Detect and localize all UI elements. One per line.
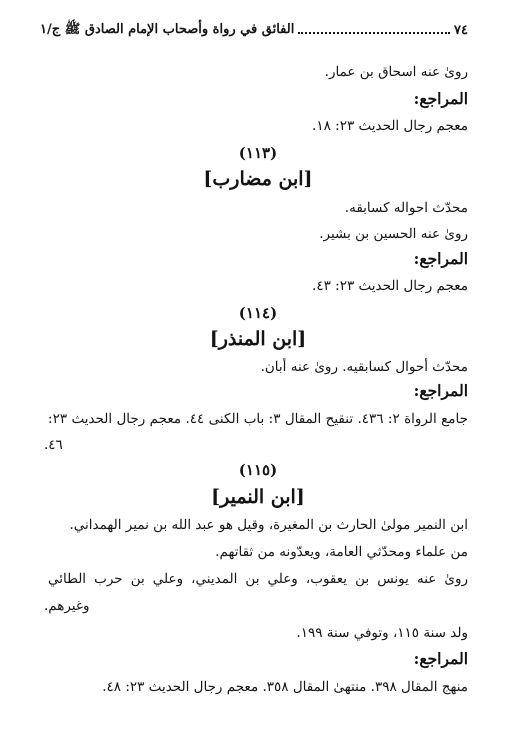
body-line: وغيرهم. xyxy=(44,598,90,614)
references-heading: المراجع: xyxy=(413,89,468,108)
references-heading: المراجع: xyxy=(413,381,468,400)
body-line: من علماء ومحدّثي العامة، ويعدّونه من ثقاتهم. xyxy=(215,544,468,560)
body-line: محدّث أحوال كسابقيه. رویٰ عنه أبان. xyxy=(260,359,468,375)
body-line: محدّث احواله كسابقه. xyxy=(344,200,468,216)
entry-title: [ابن مضارب] xyxy=(203,168,313,190)
leader-dots xyxy=(298,32,450,34)
running-header xyxy=(40,20,468,40)
reference-line: معجم رجال الحديث ٢٣: ٤٣. xyxy=(312,278,468,294)
entry-number: (١١٥) xyxy=(238,461,278,479)
page-number: ٧٤ xyxy=(454,22,468,38)
entry-number: (١١٤) xyxy=(238,304,278,322)
body-line: ابن النمير مولىٰ الحارث بن المغيرة، وقيل هو عبد الله بن نمير الهمداني. xyxy=(69,517,468,533)
entry-number: (١١٣) xyxy=(238,144,278,162)
running-title: الفائق في رواة وأصحاب الإمام الصادق ﷺ ج/١ xyxy=(40,21,295,37)
reference-line: جامع الرواة ٢: ٤٣٦. تنقيح المقال ٣: باب الكنى ٤٤. معجم رجال الحديث ٢٣: xyxy=(48,411,468,427)
entry-title: [ابن المنذر] xyxy=(209,328,307,350)
entry-title: [ابن النمير] xyxy=(211,486,305,508)
body-line: رویٰ عنه اسحاق بن عمار. xyxy=(324,64,468,80)
body-line: رویٰ عنه يونس بن يعقوب، وعلي بن المديني، وعلي بن حرب الطائي xyxy=(48,571,468,587)
reference-line: منهج المقال ٣٩٨. منتهىٰ المقال ٣٥٨. معجم رجال الحديث ٢٣: ٤٨. xyxy=(102,679,468,695)
reference-line: معجم رجال الحديث ٢٣: ١٨. xyxy=(312,118,468,134)
reference-line: ٤٦. xyxy=(44,437,63,453)
references-heading: المراجع: xyxy=(413,249,468,268)
references-heading: المراجع: xyxy=(413,649,468,668)
body-line: ولد سنة ١١٥، وتوفي سنة ١٩٩. xyxy=(296,625,468,641)
body-line: رویٰ عنه الحسين بن بشير. xyxy=(319,226,468,242)
